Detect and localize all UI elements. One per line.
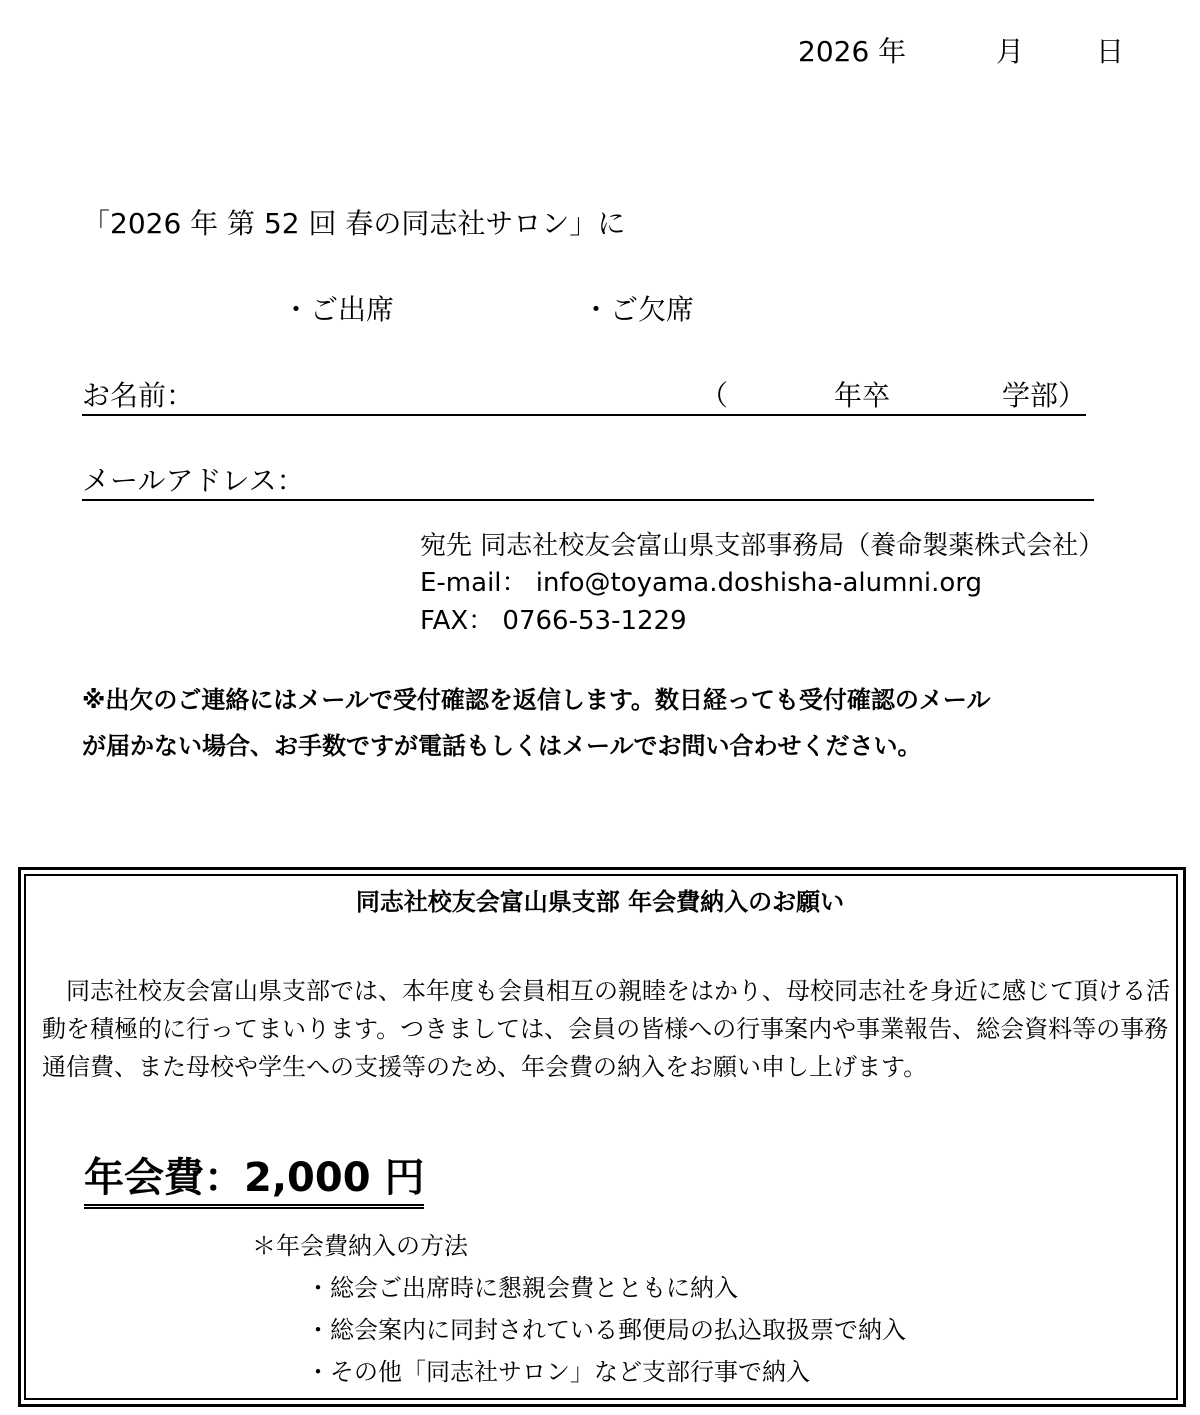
payment-method-heading: ＊年会費納入の方法	[252, 1232, 468, 1260]
grad-year-label: 年卒	[834, 379, 891, 412]
contact-to: 宛先 同志社校友会富山県支部事務局（養命製薬株式会社）	[420, 531, 1105, 561]
email-label: メールアドレス：	[82, 464, 305, 497]
date-month: 月	[996, 35, 1025, 68]
payment-method-item: ・総会案内に同封されている郵便局の払込取扱票で納入	[306, 1316, 906, 1344]
date-year: 2026 年	[798, 35, 907, 68]
name-label: お名前：	[82, 379, 195, 412]
annual-fee: 年会費：2,000 円	[84, 1158, 424, 1209]
contact-email: E-mail： info@toyama.doshisha-alumni.org	[420, 568, 983, 598]
event-title: 「2026 年 第 52 回 春の同志社サロン」に	[82, 207, 626, 240]
payment-method-item: ・総会ご出席時に懇親会費とともに納入	[306, 1274, 738, 1302]
fee-box-body: 同志社校友会富山県支部では、本年度も会員相互の親睦をはかり、母校同志社を身近に感じて頂ける活動を積極的に行ってまいります。つきましては、会員の皆様への行事案内や事業報告、総会資料等の事務通信費、また母校や学生への支援等のため、年会費の納入をお願い申し上げます。	[42, 977, 1170, 1081]
fee-box-title: 同志社校友会富山県支部 年会費納入のお願い	[355, 888, 845, 916]
name-field-line[interactable]	[82, 414, 1086, 416]
faculty-label: 学部）	[1002, 379, 1087, 412]
notice-line-1: ※出欠のご連絡にはメールで受付確認を返信します。数日経っても受付確認のメール	[82, 686, 991, 714]
contact-fax: FAX： 0766-53-1229	[420, 606, 687, 636]
absent-option[interactable]: ・ご欠席	[582, 293, 695, 326]
attend-option[interactable]: ・ご出席	[282, 293, 395, 326]
date-day: 日	[1096, 35, 1125, 68]
payment-method-item: ・その他「同志社サロン」など支部行事で納入	[306, 1358, 810, 1386]
grad-open-paren: （	[700, 379, 729, 412]
email-field-line[interactable]	[82, 499, 1094, 501]
notice-line-2: が届かない場合、お手数ですが電話もしくはメールでお問い合わせください。	[82, 732, 922, 760]
